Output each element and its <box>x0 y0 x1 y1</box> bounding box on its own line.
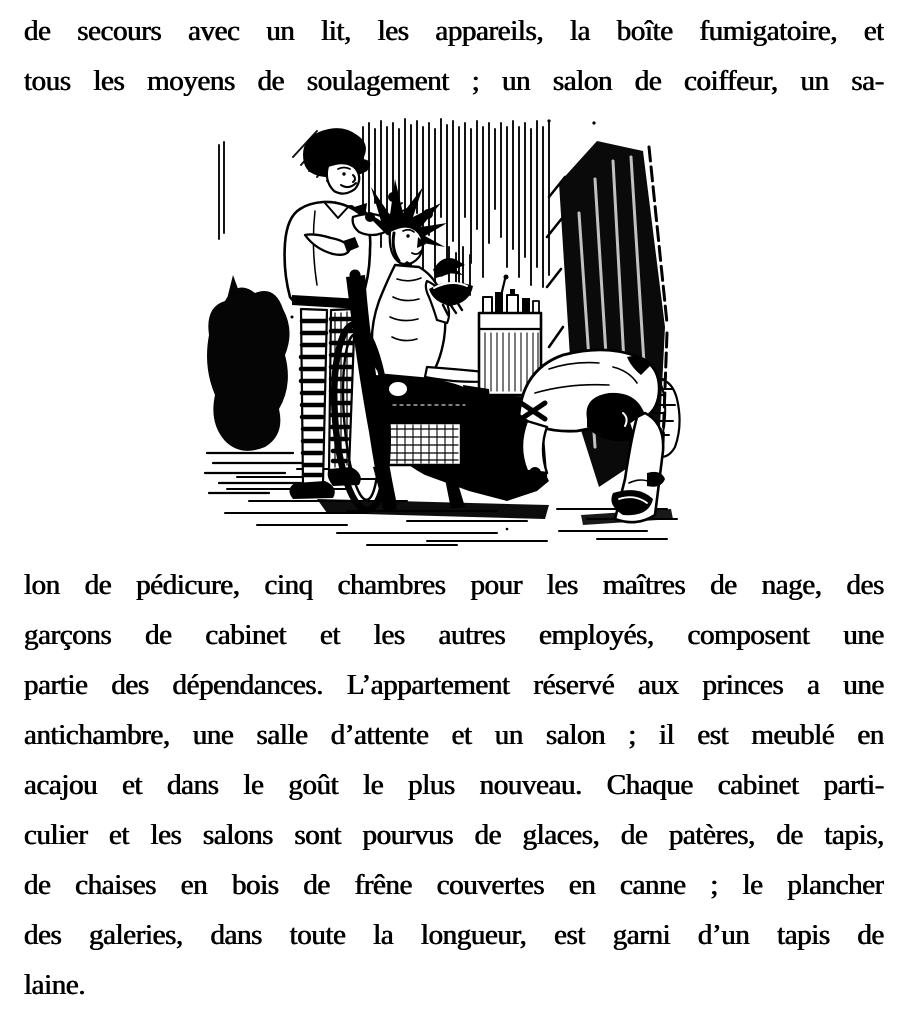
shoe <box>289 481 334 499</box>
text-line: acajou et dans le goût le plus nouveau. Chaque cabinet parti- <box>24 769 884 801</box>
text-line: antichambre, une salle d’attente et un salon ; il est meublé en <box>24 719 884 751</box>
text-line: culier et les salons sont pourvus de glaces, de patères, de tapis, <box>24 819 884 851</box>
engraving-illustration <box>197 117 712 547</box>
client-eye <box>406 234 409 237</box>
paragraph-top <box>24 6 884 106</box>
text-line: garçons de cabinet et les autres employés, composent une <box>24 619 884 651</box>
text-line: de secours avec un lit, les appareils, la boîte fumigatoire, et <box>24 15 884 47</box>
paragraph-bottom <box>24 560 884 1010</box>
text-line: partie des dépendances. L’appartement réservé aux princes a une <box>24 669 884 701</box>
left-shadow-blob <box>205 275 307 493</box>
engraving-svg <box>197 117 712 547</box>
hairdresser-eye <box>342 172 345 175</box>
text-line: de chaises en bois de frêne couvertes en canne ; le plancher <box>24 869 884 901</box>
pedicurist-figure <box>519 350 680 522</box>
text-line: tous les moyens de soulagement ; un salon de coiffeur, un sa- <box>24 65 884 97</box>
text-line: des galeries, dans toute la longueur, est garni d’un tapis de <box>24 919 884 951</box>
text-line: laine. <box>24 969 86 1001</box>
text-line: lon de pédicure, cinq chambres pour les maîtres de nage, des <box>24 569 884 601</box>
bottle <box>495 292 503 313</box>
